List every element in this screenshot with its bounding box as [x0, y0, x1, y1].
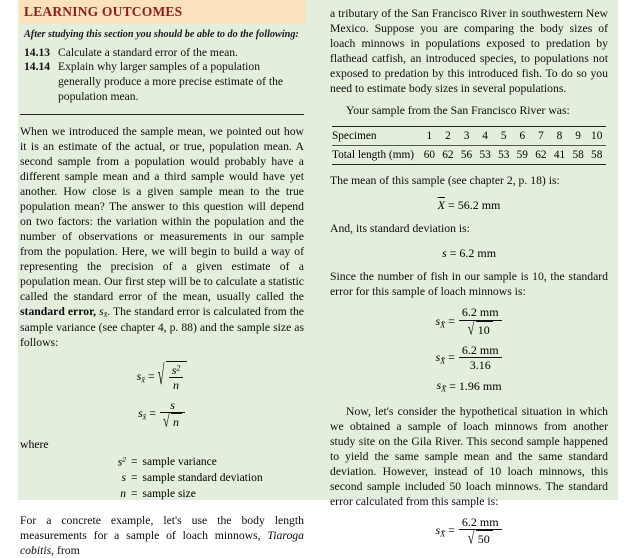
- formula-lhs: $s_{X̄}$: [436, 378, 447, 394]
- outcome-number: 14.13: [24, 45, 51, 59]
- table-cell: 58: [569, 146, 588, 165]
- table-cell: 58: [587, 146, 606, 165]
- right-paragraph-6: Now, let's consider the hypothetical situation in which we obtained a sample of loach minnows from another study site on the Gila River. This second sample happened to yield the same sample mean and the same standard deviation. However, instead of 10 loach minnows, this second sample included 50 loach minnows. The standard error calculated from this sample is:: [330, 404, 608, 508]
- table-cell: 2: [439, 127, 458, 146]
- table-cell: 53: [476, 146, 495, 165]
- mean-value: 56.2 mm: [457, 198, 501, 213]
- table-cell: 8: [550, 127, 569, 146]
- left-paragraph-2: [18, 513, 306, 558]
- list-item: [18, 455, 306, 471]
- equals-sign: =: [447, 198, 455, 213]
- table-cell: 62: [532, 146, 551, 165]
- paragraph-text-part-a: When we introduced the sample mean, we pointed out how it is an estimate of the actual, or true, population mean. A second sample from a population would probably have a different sample mean and a third sample would have yet another. How close is a given sample mean to the true population mean? The answer to this question will depend on two factors: the variation within the population and the number of observations or measurements in our sample from the population. Here, we will begin to build a way of representing the precision of a given estimate of a population mean. Our first step will be to calculate a statistic called the standard error of the mean, usually called the: [20, 124, 304, 303]
- table-cell: 41: [550, 146, 569, 165]
- formula-lhs: $s_{x̄}$: [137, 406, 147, 422]
- sd-symbol: s: [441, 246, 447, 261]
- right-paragraph-2: Your sample from the San Francisco River was:: [346, 104, 570, 118]
- row-header-specimen: Specimen: [332, 127, 420, 146]
- formula-se-step-2: [328, 343, 610, 373]
- formula-standard-error-variance: [18, 361, 306, 393]
- table-cell: 10: [587, 127, 606, 146]
- table-cell: 1: [420, 127, 439, 146]
- right-paragraph-3: The mean of this sample (see chapter 2, p. 18) is:: [330, 174, 560, 188]
- equals-sign: =: [131, 455, 138, 468]
- numerator-value: 6.2 mm: [461, 305, 499, 320]
- list-item: [24, 46, 302, 61]
- textbook-page: [18, 0, 618, 557]
- equals-sign: =: [131, 487, 138, 500]
- paragraph-text-part-b: from: [54, 543, 80, 557]
- numerator-value: 6.2 mm: [461, 514, 499, 529]
- table-row: [332, 127, 606, 146]
- equals-sign: =: [448, 523, 455, 538]
- formula-lhs: $s_{X̄}$: [435, 350, 446, 366]
- outcome-text: Explain why larger samples of a population generally produce a more precise estimate of the population mean.: [58, 60, 284, 103]
- definition-description: sample size: [142, 487, 196, 500]
- learning-outcomes-title: LEARNING OUTCOMES: [24, 4, 183, 19]
- numerator-exponent: 2: [176, 362, 181, 372]
- table-cell: 9: [569, 127, 588, 146]
- table-row: [332, 146, 606, 165]
- equals-sign: =: [147, 368, 155, 383]
- right-column: [314, 0, 610, 547]
- definition-description: sample variance: [142, 455, 217, 468]
- square-root-icon: [163, 413, 182, 429]
- row-header-total-length: Total length (mm): [332, 146, 420, 165]
- table-cell: 7: [532, 127, 551, 146]
- table-cell: 4: [476, 127, 495, 146]
- learning-outcomes-header: [18, 0, 306, 24]
- specimen-data-table: [332, 126, 606, 165]
- species-name: Tiaroga cobitis,: [20, 528, 304, 557]
- formula-standard-error-sd: [18, 398, 306, 430]
- definition-symbol: $s^2$: [117, 454, 126, 469]
- left-paragraph-1: [18, 124, 306, 351]
- equals-sign: =: [448, 313, 455, 328]
- outcome-text: Calculate a standard error of the mean.: [58, 45, 238, 59]
- list-item: [18, 471, 306, 487]
- definition-symbol: n: [120, 487, 126, 500]
- list-item: [18, 487, 306, 503]
- denominator-radicand: n: [171, 413, 182, 429]
- fraction: [169, 363, 184, 393]
- formula-sample-mean: [328, 198, 610, 213]
- square-root-icon: [468, 530, 493, 546]
- equals-sign: =: [448, 350, 455, 365]
- learning-outcomes-list: [18, 44, 306, 105]
- paragraph-text-part-b: . The standard error is calculated from the sample variance (see chapter 4, p. 88) and the sample size as follows:: [20, 305, 304, 350]
- definition-symbol: s: [121, 471, 126, 484]
- table-cell: 6: [513, 127, 532, 146]
- standard-error-term: standard error,: [20, 305, 97, 318]
- fraction: [160, 398, 185, 430]
- numerator-symbol: s: [171, 362, 177, 377]
- formula-se-step-1: [328, 305, 610, 337]
- definition-exponent: 2: [122, 454, 126, 464]
- right-paragraph-4: And, its standard deviation is:: [330, 222, 470, 236]
- table-cell: 53: [494, 146, 513, 165]
- formula-se-result: [328, 378, 610, 393]
- denominator-radicand: 10: [476, 321, 493, 337]
- outcome-number: 14.14: [24, 60, 51, 74]
- sd-value: 6.2 mm: [459, 246, 497, 261]
- two-column-layout: [18, 0, 618, 557]
- formula-sample-sd: [328, 246, 610, 261]
- definition-list: [18, 455, 306, 503]
- table-cell: 5: [494, 127, 513, 146]
- square-root-icon: [468, 321, 493, 337]
- table-cell: 60: [420, 146, 439, 165]
- learning-outcomes-box: [18, 0, 306, 105]
- fraction: [459, 305, 502, 337]
- se-value: 1.96 mm: [458, 378, 502, 393]
- formula-lhs: $s_{X̄}$: [435, 313, 446, 329]
- table-cell: 59: [513, 146, 532, 165]
- right-paragraph-5: Since the number of fish in our sample is 10, the standard error for this sample of loach minnows is:: [330, 270, 608, 299]
- where-label: where: [20, 437, 49, 451]
- right-paragraph-1: a tributary of the San Francisco River in southwestern New Mexico. Suppose you are comparing the body sizes of loach minnows in populations exposed to predation by flathead catfish, an introduced species, to populations not exposed to predation by this introduced fish. To do so you need to estimate body sizes in several populations.: [330, 7, 608, 96]
- formula-se-larger-sample: [328, 515, 610, 547]
- numerator-value: 6.2 mm: [461, 342, 499, 357]
- denominator-symbol: n: [173, 377, 180, 392]
- list-item: [24, 60, 302, 104]
- equals-sign: =: [131, 471, 138, 484]
- numerator-symbol: s: [170, 398, 175, 413]
- equals-sign: =: [449, 378, 456, 393]
- equals-sign: =: [149, 406, 157, 421]
- section-divider: [20, 114, 304, 115]
- formula-lhs: $s_{x̄}$: [136, 368, 145, 384]
- formula-lhs: $s_{X̄}$: [435, 523, 446, 539]
- paragraph-text-part-a: For a concrete example, let's use the body length measurements for a sample of loach minnows,: [20, 513, 304, 542]
- equals-sign: =: [449, 246, 457, 261]
- standard-error-symbol: $s_{x̄}$: [96, 305, 108, 320]
- table-cell: 56: [457, 146, 476, 165]
- left-column: [18, 0, 314, 557]
- fraction: [459, 515, 502, 547]
- fraction: [459, 343, 502, 373]
- definition-description: sample standard deviation: [142, 471, 263, 484]
- denominator-radicand: 50: [476, 530, 493, 546]
- denominator-value: 3.16: [469, 358, 491, 373]
- learning-outcomes-subtitle: After studying this section you should be able to do the following:: [24, 29, 299, 40]
- square-root-icon: [158, 361, 188, 393]
- table-cell: 62: [439, 146, 458, 165]
- table-cell: 3: [457, 127, 476, 146]
- mean-symbol: $\overline{X}$: [437, 198, 445, 213]
